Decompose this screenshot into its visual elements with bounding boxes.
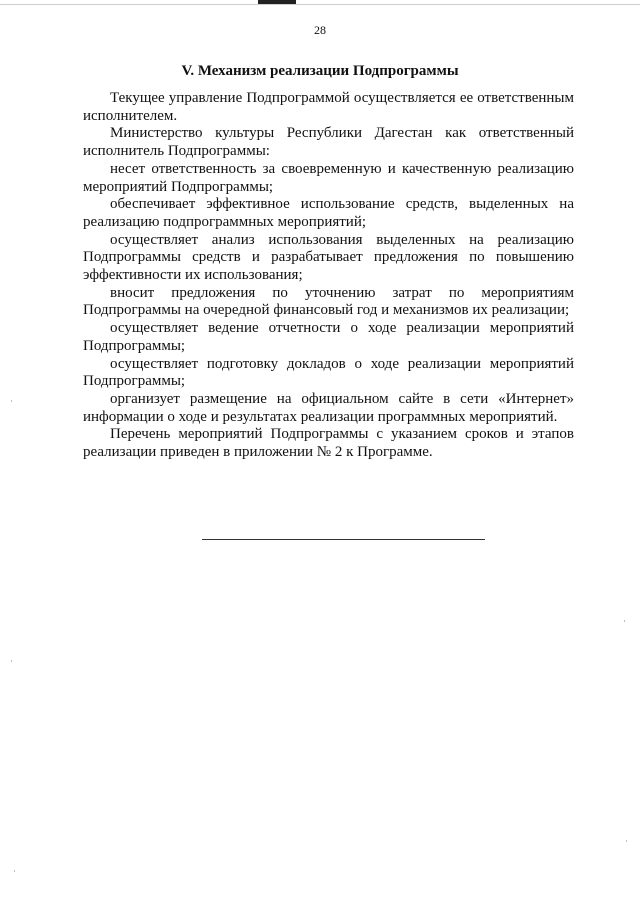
paragraph-ministry: Министерство культуры Республики Дагестан как ответственный исполнитель Подпрограммы: <box>83 125 574 160</box>
scan-speck <box>624 620 625 622</box>
scan-speck <box>11 660 12 662</box>
paragraph-reports-prep: осуществляет подготовку докладов о ходе реализации мероприятий Подпрограммы; <box>83 355 574 390</box>
page-number: 28 <box>314 23 326 37</box>
scan-speck <box>11 400 12 402</box>
body-text <box>83 90 574 462</box>
paragraph-analysis: осуществляет анализ использования выделенных на реализацию Подпрограммы средств и разрабатывает предложения по повышению эффективности их использования; <box>83 231 574 284</box>
top-edge-line <box>0 4 640 5</box>
section-title: V. Механизм реализации Подпрограммы <box>181 63 459 79</box>
end-divider-line <box>202 539 485 540</box>
scan-speck <box>626 840 627 842</box>
paragraph-proposals: вносит предложения по уточнению затрат по мероприятиям Подпрограммы на очередной финансовый год и механизмов их реализации; <box>83 284 574 319</box>
paragraph-list-of-measures: Перечень мероприятий Подпрограммы с указанием сроков и этапов реализации приведен в приложении № 2 к Программе. <box>83 426 574 461</box>
paragraph-responsibility: несет ответственность за своевременную и качественную реализацию мероприятий Подпрограммы; <box>83 160 574 195</box>
paragraph-management: Текущее управление Подпрограммой осуществляется ее ответственным исполнителем. <box>83 90 574 124</box>
paragraph-website: организует размещение на официальном сайте в сети «Интернет» информации о ходе и результатах реализации программных мероприятий. <box>83 390 574 425</box>
paragraph-efficient-use: обеспечивает эффективное использование средств, выделенных на реализацию подпрограммных мероприятий; <box>83 196 574 230</box>
paragraph-reporting: осуществляет ведение отчетности о ходе реализации мероприятий Подпрограммы; <box>83 320 574 354</box>
scan-speck <box>14 870 15 872</box>
